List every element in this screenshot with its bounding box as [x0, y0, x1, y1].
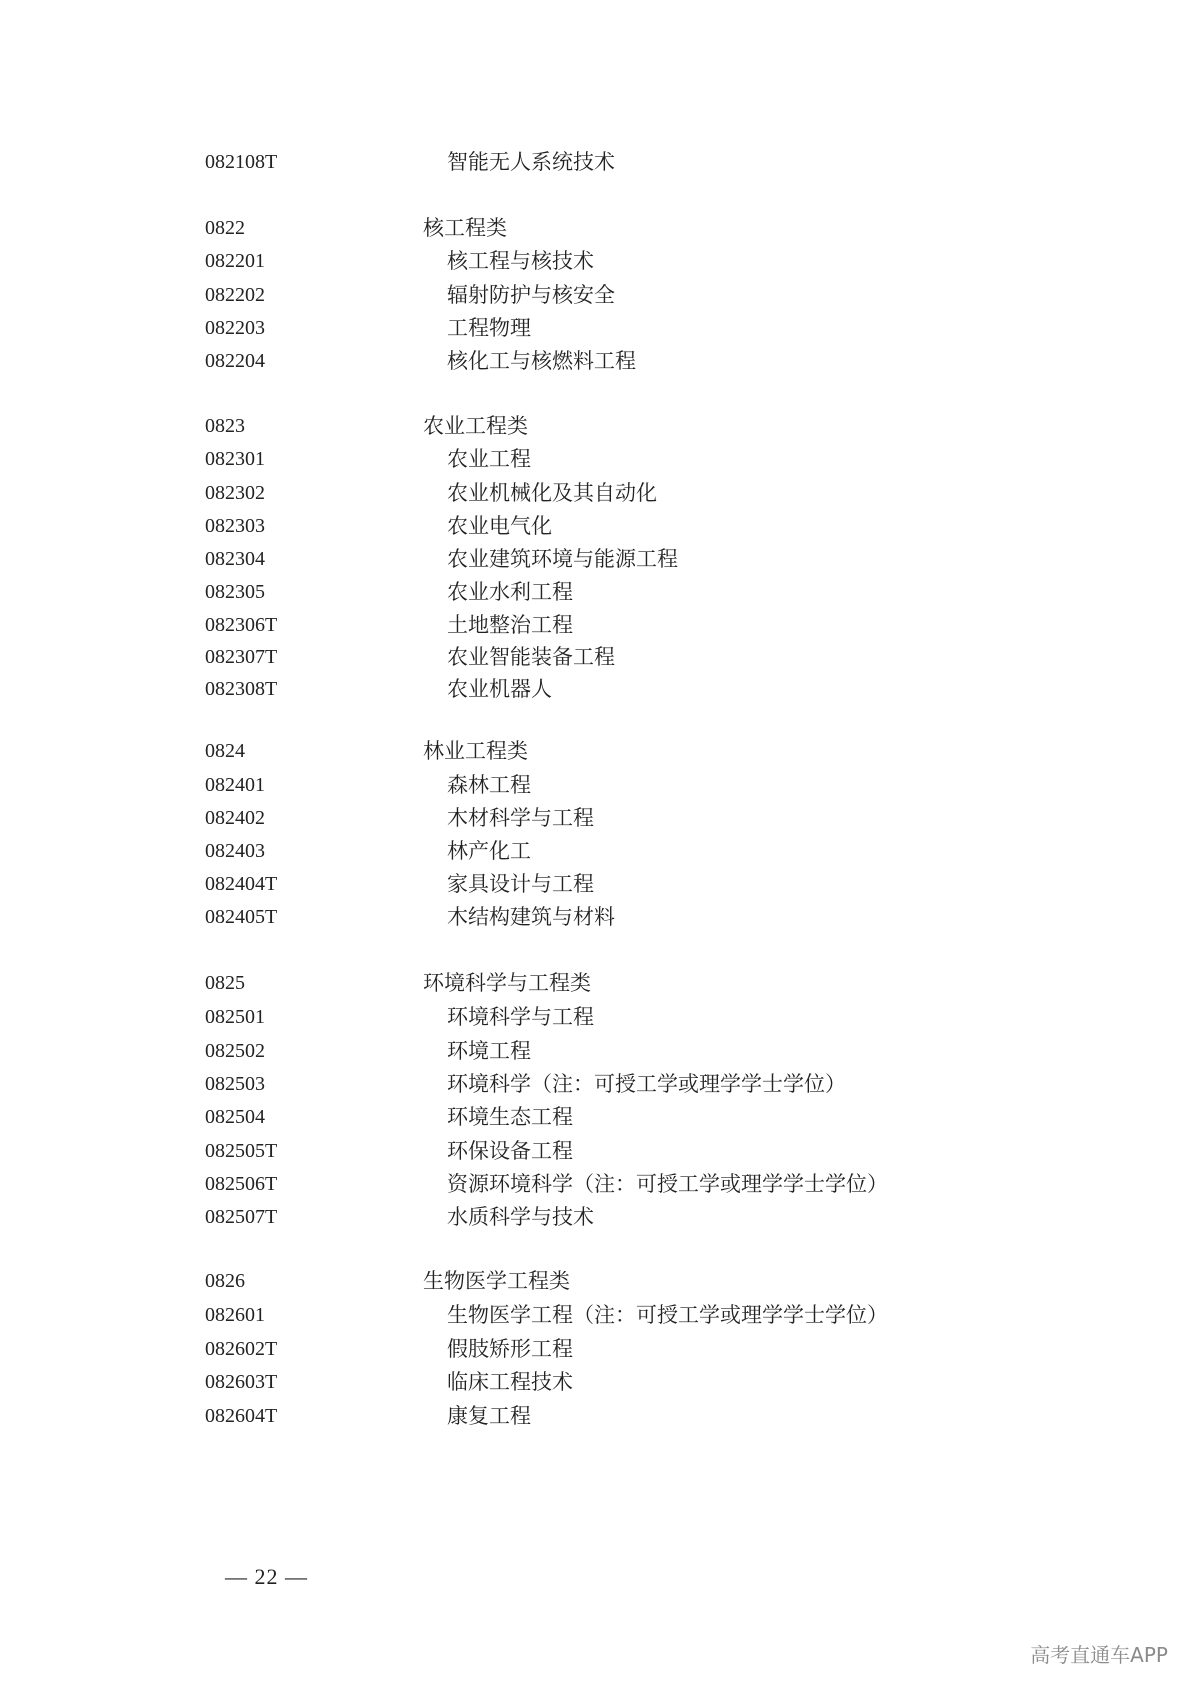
major-name: 农业机械化及其自动化: [447, 481, 657, 505]
major-code: 082203: [205, 317, 265, 339]
major-row: [0, 1300, 1190, 1330]
major-code: 0822: [205, 217, 245, 239]
category-row: [0, 736, 1190, 766]
major-row: [0, 444, 1190, 474]
major-name: 环境科学与工程: [447, 1005, 594, 1029]
major-code: 082303: [205, 515, 265, 537]
major-name: 资源环境科学（注：可授工学或理学学士学位）: [447, 1172, 888, 1196]
major-code: 082504: [205, 1106, 265, 1128]
major-row: [0, 1367, 1190, 1397]
category-row: [0, 411, 1190, 441]
major-code: 082305: [205, 581, 265, 603]
major-code: 082306T: [205, 614, 278, 636]
major-row: [0, 577, 1190, 607]
major-code: 082401: [205, 774, 265, 796]
major-code: 082506T: [205, 1173, 278, 1195]
major-row: [0, 246, 1190, 276]
major-row: [0, 478, 1190, 508]
major-code: 082601: [205, 1304, 265, 1326]
category-row: [0, 213, 1190, 243]
major-row: [0, 346, 1190, 376]
major-name: 农业水利工程: [447, 580, 573, 604]
major-name: 林产化工: [447, 839, 531, 863]
major-name: 环境工程: [447, 1039, 531, 1063]
major-code: 082204: [205, 350, 265, 372]
major-code: 082108T: [205, 151, 278, 173]
major-row: [0, 642, 1190, 672]
major-name: 环境生态工程: [447, 1105, 573, 1129]
major-row: [0, 1202, 1190, 1232]
major-code: 082604T: [205, 1405, 278, 1427]
major-name: 森林工程: [447, 773, 531, 797]
major-code: 082507T: [205, 1206, 278, 1228]
major-row: [0, 1069, 1190, 1099]
major-row: [0, 511, 1190, 541]
major-name: 智能无人系统技术: [447, 150, 615, 174]
major-name: 土地整治工程: [447, 613, 573, 637]
major-code: 082308T: [205, 678, 278, 700]
major-code: 0826: [205, 1270, 245, 1292]
major-code: 082403: [205, 840, 265, 862]
major-code: 082402: [205, 807, 265, 829]
major-name: 临床工程技术: [447, 1370, 573, 1394]
page-number: — 22 —: [225, 1564, 308, 1589]
major-code: 0823: [205, 415, 245, 437]
major-code: 082302: [205, 482, 265, 504]
major-name: 康复工程: [447, 1404, 531, 1428]
major-code: 0824: [205, 740, 245, 762]
major-code: 082405T: [205, 906, 278, 928]
major-row: [0, 1002, 1190, 1032]
major-name: 辐射防护与核安全: [447, 283, 615, 307]
category-row: [0, 968, 1190, 998]
major-name: 农业电气化: [447, 514, 552, 538]
major-code: 082602T: [205, 1338, 278, 1360]
major-name: 农业智能装备工程: [447, 645, 615, 669]
major-row: [0, 280, 1190, 310]
major-code: 082301: [205, 448, 265, 470]
major-name: 工程物理: [447, 316, 531, 340]
major-row: [0, 1169, 1190, 1199]
major-code: 082307T: [205, 646, 278, 668]
category-name: 核工程类: [423, 216, 507, 240]
major-row: [0, 147, 1190, 177]
major-name: 核化工与核燃料工程: [447, 349, 636, 373]
major-name: 核工程与核技术: [447, 249, 594, 273]
major-name: 家具设计与工程: [447, 872, 594, 896]
category-name: 生物医学工程类: [423, 1269, 570, 1293]
major-row: [0, 1102, 1190, 1132]
major-row: [0, 1036, 1190, 1066]
major-name: 木结构建筑与材料: [447, 905, 615, 929]
major-name: 木材科学与工程: [447, 806, 594, 830]
major-row: [0, 836, 1190, 866]
major-row: [0, 610, 1190, 640]
major-row: [0, 803, 1190, 833]
major-name: 水质科学与技术: [447, 1205, 594, 1229]
major-name: 假肢矫形工程: [447, 1337, 573, 1361]
major-row: [0, 674, 1190, 704]
major-row: [0, 313, 1190, 343]
major-code: 082501: [205, 1006, 265, 1028]
major-code: 082503: [205, 1073, 265, 1095]
category-name: 环境科学与工程类: [423, 971, 591, 995]
major-name: 生物医学工程（注：可授工学或理学学士学位）: [447, 1303, 888, 1327]
major-row: [0, 544, 1190, 574]
major-code: 082502: [205, 1040, 265, 1062]
major-code: 082202: [205, 284, 265, 306]
major-code: 082304: [205, 548, 265, 570]
major-code: 082505T: [205, 1140, 278, 1162]
major-code: 0825: [205, 972, 245, 994]
category-name: 林业工程类: [423, 739, 528, 763]
major-row: [0, 1401, 1190, 1431]
category-name: 农业工程类: [423, 414, 528, 438]
major-name: 环保设备工程: [447, 1139, 573, 1163]
major-row: [0, 869, 1190, 899]
major-name: 环境科学（注：可授工学或理学学士学位）: [447, 1072, 846, 1096]
watermark: 高考直通车APP: [1030, 1643, 1168, 1667]
major-row: [0, 770, 1190, 800]
major-name: 农业工程: [447, 447, 531, 471]
major-row: [0, 1136, 1190, 1166]
major-name: 农业建筑环境与能源工程: [447, 547, 678, 571]
category-row: [0, 1266, 1190, 1296]
major-name: 农业机器人: [447, 677, 552, 701]
major-row: [0, 1334, 1190, 1364]
major-code: 082404T: [205, 873, 278, 895]
major-row: [0, 902, 1190, 932]
major-code: 082603T: [205, 1371, 278, 1393]
major-code: 082201: [205, 250, 265, 272]
